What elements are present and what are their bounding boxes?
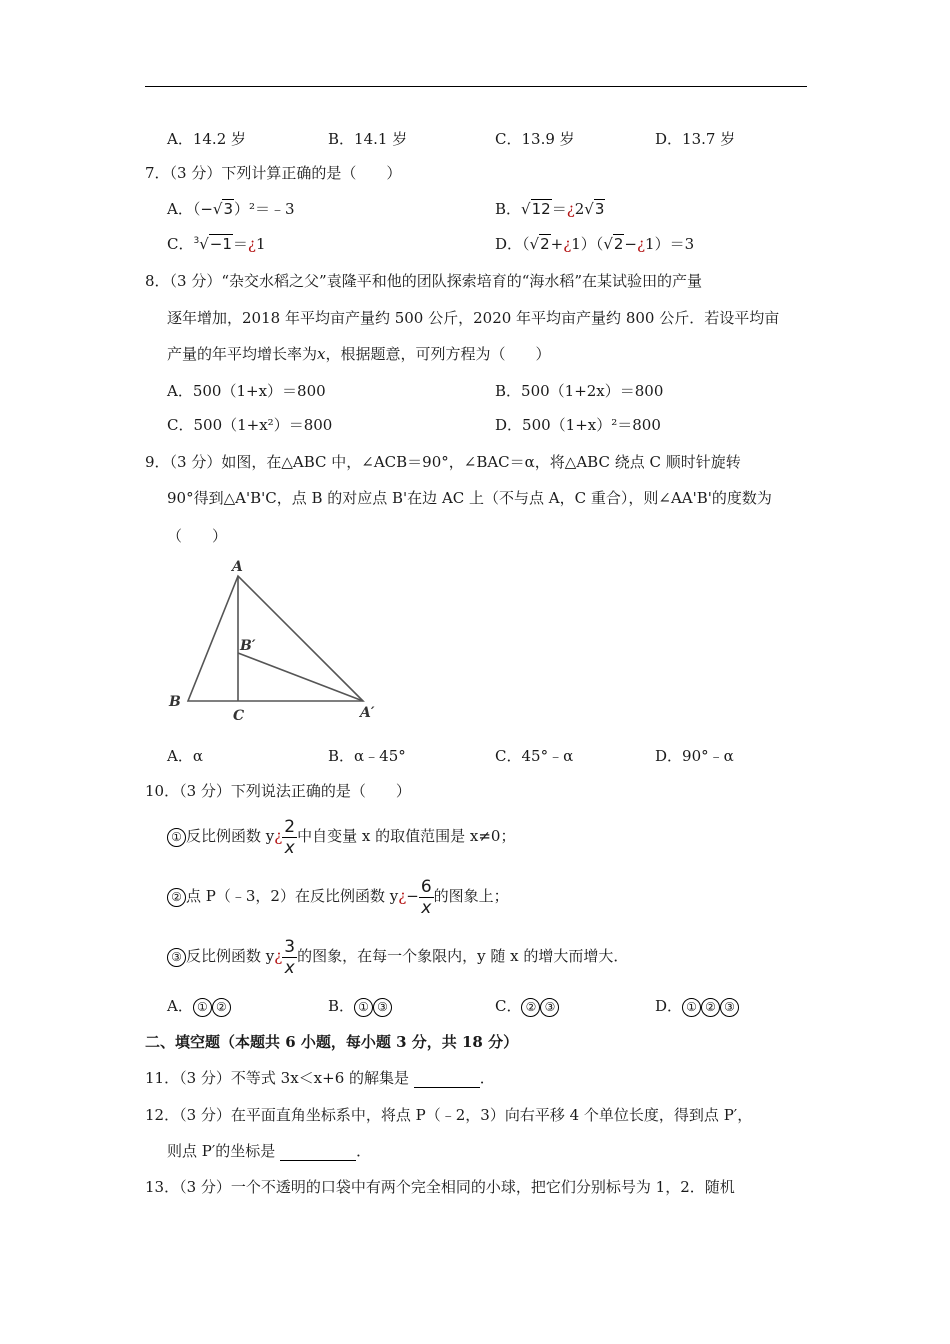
q10-statement-1: ① 反比例函数 y¿ $\frac{2}{x}$ 中自变量 x 的取值范围是 x≠0； — [167, 816, 515, 858]
q8-option-a: A．500（1+x）＝800 — [167, 382, 326, 400]
q6-option-b: B．14.1 岁 — [328, 130, 408, 148]
label-a: A — [232, 559, 243, 575]
triangle-abc-aprime — [188, 576, 363, 701]
q8-option-d: D．500（1+x）²＝800 — [495, 416, 661, 434]
q8-option-b: B．500（1+2x）＝800 — [495, 382, 664, 400]
circled-number-2: ② — [167, 888, 186, 907]
q7-stem: 7．（3 分）下列计算正确的是（ ） — [145, 164, 402, 182]
q10-option-a: A． ① ② — [167, 995, 231, 1017]
q11: 11．（3 分）不等式 3x＜x+6 的解集是 ． — [145, 1069, 495, 1087]
q8-line-3: 产量的年平均增长率为x，根据题意，可列方程为（ ） — [167, 345, 551, 363]
q9-triangle-figure — [160, 552, 390, 727]
q9-line-3: （ ） — [167, 527, 228, 545]
q6-option-c: C．13.9 岁 — [495, 130, 575, 148]
segment-bprime-aprime — [238, 653, 363, 701]
q7-option-b: B．√12＝¿2√3 — [495, 200, 605, 218]
q6-option-d: D．13.7 岁 — [655, 130, 736, 148]
q7-option-c: C．$^3$√−1＝¿1 — [167, 235, 266, 253]
label-c: C — [233, 708, 245, 724]
q12-line-1: 12．（3 分）在平面直角坐标系中，将点 P（﹣2，3）向右平移 4 个单位长度，得到点 P′， — [145, 1106, 753, 1124]
q8-line-2: 逐年增加，2018 年平均亩产量约 500 公斤，2020 年平均亩产量约 800 公斤．若设平均亩 — [167, 309, 780, 327]
q9-option-a: A．α — [167, 747, 203, 765]
q9-option-c: C．45°﹣α — [495, 747, 574, 765]
q10-option-d: D． ① ② ③ — [655, 995, 739, 1017]
q6-option-a: A．14.2 岁 — [167, 130, 246, 148]
label-a-prime: A′ — [360, 705, 375, 721]
q9-option-d: D．90°﹣α — [655, 747, 734, 765]
label-b-prime: B′ — [240, 638, 256, 654]
q9-line-1: 9．（3 分）如图，在△ABC 中，∠ACB＝90°，∠BAC＝α，将△ABC 绕点 C 顺时针旋转 — [145, 453, 741, 471]
q7-option-d: D．（√2+¿1）（√2−¿1）＝3 — [495, 235, 695, 253]
q8-line-1: 8．（3 分）“杂交水稻之父”袁隆平和他的团队探索培育的“海水稻”在某试验田的产量 — [145, 272, 703, 290]
q13-line-1: 13．（3 分）一个不透明的口袋中有两个完全相同的小球，把它们分别标号为 1，2．随机 — [145, 1178, 735, 1196]
q11-answer-blank[interactable] — [414, 1069, 480, 1088]
q10-stem: 10．（3 分）下列说法正确的是（ ） — [145, 782, 411, 800]
circled-number-1: ① — [167, 828, 186, 847]
circled-number-3: ③ — [167, 948, 186, 967]
header-rule — [145, 86, 807, 87]
q9-option-b: B．α﹣45° — [328, 747, 406, 765]
q10-option-c: C． ② ③ — [495, 995, 559, 1017]
q7-option-a: A．（−√3）²＝﹣3 — [167, 200, 295, 218]
q12-answer-blank[interactable] — [280, 1142, 356, 1161]
q12-line-2: 则点 P′的坐标是 ． — [167, 1142, 372, 1160]
label-b: B — [169, 694, 181, 710]
q9-line-2: 90°得到△A'B'C，点 B 的对应点 B'在边 AC 上（不与点 A，C 重合），则∠AA'B'的度数为 — [167, 489, 772, 507]
q10-statement-3: ③ 反比例函数 y¿ $\frac{3}{x}$ 的图象，在每一个象限内，y 随 x 的增大而增大． — [167, 936, 628, 978]
section-2-heading: 二、填空题（本题共 6 小题，每小题 3 分，共 18 分） — [145, 1033, 519, 1051]
q10-statement-2: ② 点 P（﹣3，2）在反比例函数 y¿− $\frac{6}{x}$ 的图象上； — [167, 876, 509, 918]
q10-option-b: B． ① ③ — [328, 995, 392, 1017]
q8-option-c: C．500（1+x²）＝800 — [167, 416, 333, 434]
